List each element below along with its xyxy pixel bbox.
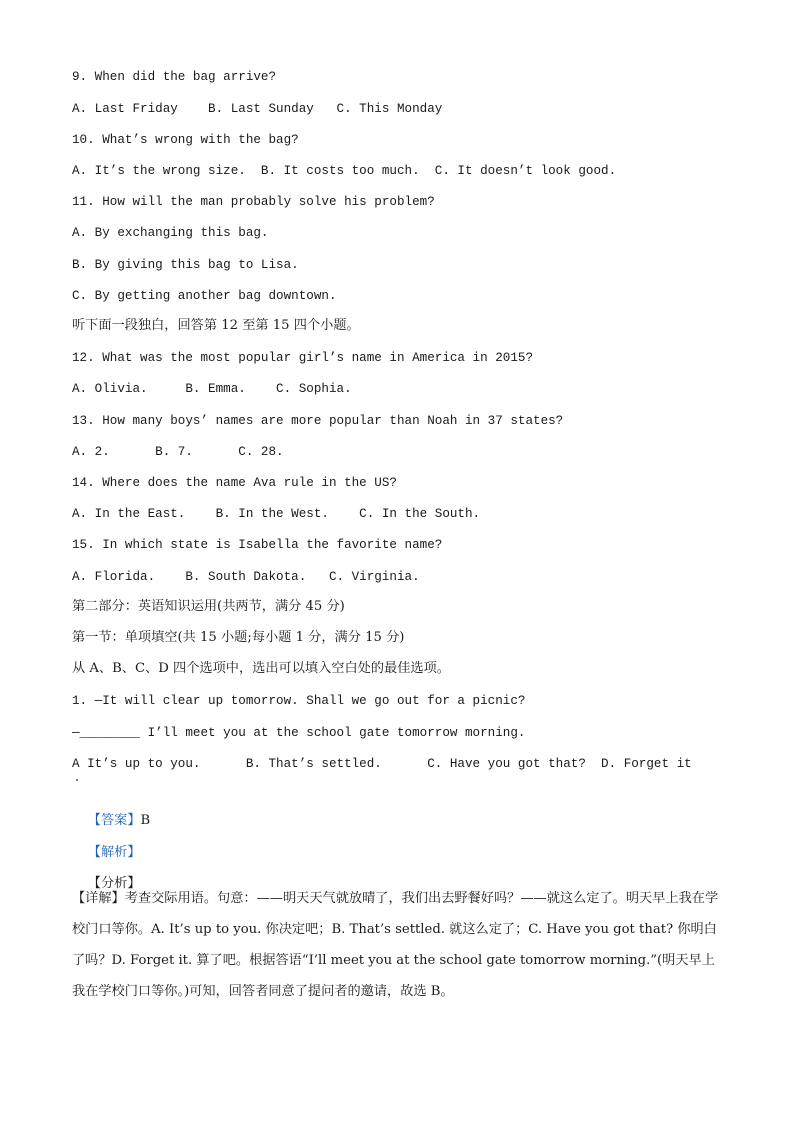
question-9: 9. When did the bag arrive? (72, 70, 277, 84)
question-13-options: A. 2. B. 7. C. 28. (72, 445, 284, 459)
detail-text: 考查交际用语。句意：——明天天气就放晴了，我们出去野餐好吗？——就这么定了。明天早上我在学校门口等你。A. It’s up to you. 你决定吧；B. That’s settled. 就这么定了；C. Have you got that? 你明白了吗？D. Forget it. 算了吧。根据答语“I’ll meet you at the school gate tomorrow morning.”(明天早上我在学校门口等你。)可知，回答者同意了提问者的邀请，故选 B。 (72, 891, 719, 999)
detail-tag: 【详解】 (72, 891, 125, 906)
detail-paragraph (72, 883, 724, 1007)
question-12: 12. What was the most popular girl’s name in America in 2015? (72, 351, 534, 365)
section-one-title: 第一节：单项填空(共 15 小题;每小题 1 分，满分 15 分) (72, 630, 405, 645)
part-two-title: 第二部分：英语知识运用(共两节，满分 45 分) (72, 599, 345, 614)
answer-value: B (140, 813, 151, 828)
question-9-options: A. Last Friday B. Last Sunday C. This Monday (72, 102, 443, 116)
question-15-options: A. Florida. B. South Dakota. C. Virginia. (72, 570, 420, 584)
question-11-option-b: B. By giving this bag to Lisa. (72, 258, 299, 272)
question-12-options: A. Olivia. B. Emma. C. Sophia. (72, 382, 352, 396)
question-11-option-c: C. By getting another bag downtown. (72, 289, 337, 303)
multiple-choice-instruction: 从 A、B、C、D 四个选项中，选出可以填入空白处的最佳选项。 (72, 661, 450, 676)
question-14-options: A. In the East. B. In the West. C. In the South. (72, 507, 481, 521)
question-11-option-a: A. By exchanging this bag. (72, 226, 269, 240)
mc-question-1: 1. —It will clear up tomorrow. Shall we go out for a picnic? (72, 694, 526, 708)
question-13: 13. How many boys’ names are more popular than Noah in 37 states? (72, 414, 564, 428)
stray-mark (76, 779, 78, 781)
answer-tag: 【答案】 (87, 813, 141, 828)
section-monologue-instruction: 听下面一段独白，回答第 12 至第 15 四个小题。 (72, 318, 360, 333)
mc-question-1-options: A It’s up to you. B. That’s settled. C. Have you got that? D. Forget it (72, 757, 692, 771)
fenxi-tag: 【分析】 (87, 876, 141, 891)
question-15: 15. In which state is Isabella the favorite name? (72, 538, 443, 552)
question-10: 10. What’s wrong with the bag? (72, 133, 299, 147)
question-10-options: A. It’s the wrong size. B. It costs too much. C. It doesn’t look good. (72, 164, 617, 178)
question-11: 11. How will the man probably solve his problem? (72, 195, 435, 209)
mc-question-1-blank: —________ I’ll meet you at the school gate tomorrow morning. (72, 726, 526, 740)
analysis-tag: 【解析】 (87, 845, 141, 860)
question-14: 14. Where does the name Ava rule in the US? (72, 476, 397, 490)
